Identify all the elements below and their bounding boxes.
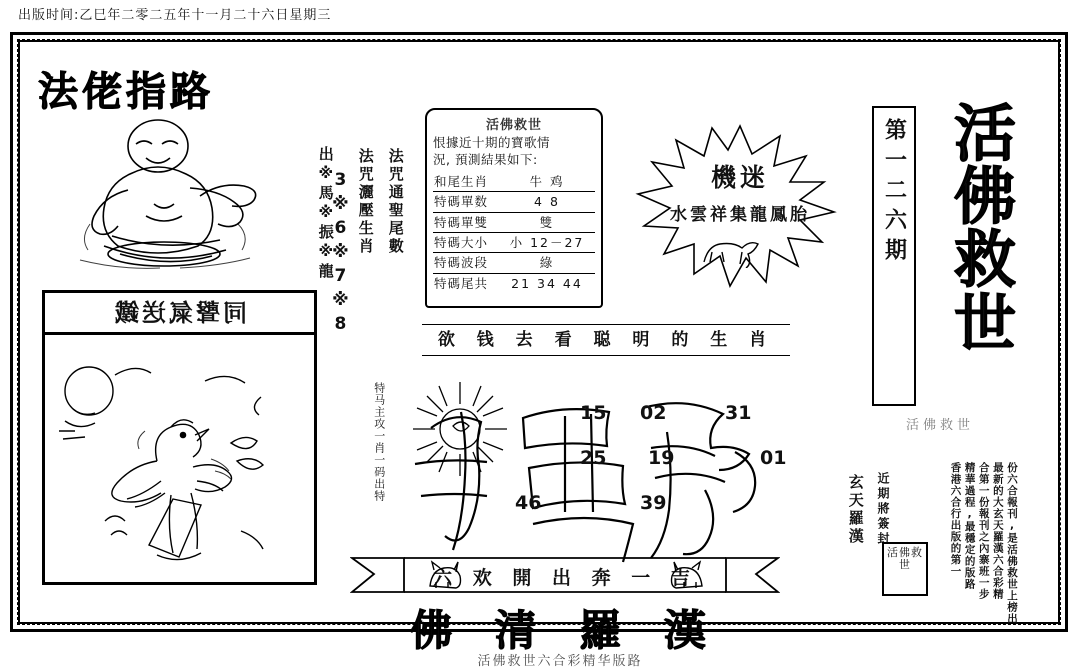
forecast-box xyxy=(425,108,603,308)
row-label: 特碼單雙 xyxy=(434,214,489,230)
number-19: 19 xyxy=(648,447,675,469)
footer-fuzz-text: 活佛救世六合彩精华版路 xyxy=(477,654,643,669)
title-char-2: 佛 xyxy=(953,160,1016,234)
number-31: 31 xyxy=(725,402,752,424)
poster-frame-inner xyxy=(18,40,1060,669)
left-vert-col-3: 法咒通聖尾數 xyxy=(386,148,405,256)
row-value: 21 34 44 xyxy=(511,275,583,291)
left-vert-col-2: 法咒灑壓生肖 xyxy=(356,148,375,256)
number-02: 02 xyxy=(640,402,667,424)
right-note-col-5: 香港六合行出版的第一 xyxy=(949,462,962,577)
row-label: 特碼單数 xyxy=(434,194,489,210)
row-label: 特碼尾共 xyxy=(434,275,489,291)
row-value: 4 8 xyxy=(534,194,560,210)
forecast-rows xyxy=(433,172,595,293)
row-value: 綠 xyxy=(539,255,555,271)
table-row xyxy=(433,212,595,232)
stamp-seal xyxy=(882,542,928,596)
right-note-col-2: 最新的大玄天羅漢六合彩精 xyxy=(991,462,1004,600)
title-char-3: 救 xyxy=(953,223,1016,297)
number-25: 25 xyxy=(580,447,607,469)
issue-number: 第一二六期 xyxy=(881,118,907,268)
row-label: 特碼波段 xyxy=(434,255,489,271)
number-15: 15 xyxy=(580,402,607,424)
slogan-band: 欲 钱 去 看 聪 明 的 生 肖 xyxy=(422,324,790,356)
poster-frame xyxy=(10,32,1068,669)
illustration-body xyxy=(45,335,314,582)
row-label: 特碼大小 xyxy=(434,234,489,250)
table-row xyxy=(433,191,595,211)
row-label: 和尾生肖 xyxy=(434,173,489,189)
table-row xyxy=(433,252,595,272)
row-value: 小 12－27 xyxy=(509,234,585,250)
title-seal-text: 活佛救世 xyxy=(906,418,975,433)
forecast-box-header: 活佛救世 xyxy=(485,118,542,133)
number-39: 39 xyxy=(640,492,667,514)
number-46: 46 xyxy=(515,492,542,514)
right-note-col-1: 份六合報刊,是活佛救世上榜出 xyxy=(1006,462,1018,625)
right-note-col-4: 精華過程,最穩定的版路 xyxy=(963,462,976,590)
left-vert-col-1: 出※馬※振※龍 xyxy=(316,146,335,281)
center-vertical-note: 特马主攻一肖一码出特 xyxy=(372,382,386,502)
publication-title xyxy=(920,97,1050,360)
right-note-col-3: 合第一份報刊之內寨班一步 xyxy=(977,462,990,600)
table-row xyxy=(433,172,595,191)
right-col-label: 近期將簽封 xyxy=(876,472,890,547)
bottom-banner-text: 六 欢 開 出 奔 一 吉 xyxy=(433,567,697,589)
illustration-panel xyxy=(42,290,317,585)
cat-right-icon xyxy=(668,558,708,592)
table-row xyxy=(433,273,595,293)
starburst-title: 機迷 xyxy=(710,163,769,192)
title-char-1: 活 xyxy=(953,97,1016,170)
bottom-banner xyxy=(350,554,780,596)
right-big-label: 玄天羅漢 xyxy=(846,474,865,546)
row-value: 雙 xyxy=(539,214,555,230)
issue-box xyxy=(872,106,916,406)
bottom-word: 佛 清 羅 漢 xyxy=(410,606,720,655)
stamp-seal-text: 活佛救世 xyxy=(887,546,923,572)
number-01: 01 xyxy=(760,447,787,469)
publish-date: 出版时间:乙巳年二零二五年十一月二十六日星期三 xyxy=(18,8,332,23)
left-lucky-numbers: 3※6※7※8 xyxy=(330,170,351,338)
row-value: 牛 鸡 xyxy=(529,173,565,189)
left-title: 法佬指路 xyxy=(38,69,214,115)
buddha-illustration xyxy=(50,104,280,274)
title-char-4: 世 xyxy=(953,286,1016,360)
forecast-line-2: 況, 預測結果如下: xyxy=(433,151,538,167)
starburst-subtitle: 水雲祥集龍鳳胎 xyxy=(670,205,810,225)
table-row xyxy=(433,232,595,252)
forecast-line-1: 恨據近十期的寶歌情 xyxy=(433,135,551,150)
illustration-caption: 同聲氣送鐵 xyxy=(45,293,314,335)
cat-left-icon xyxy=(424,558,464,592)
horse-icon xyxy=(696,232,766,268)
starburst-badge xyxy=(620,120,860,290)
